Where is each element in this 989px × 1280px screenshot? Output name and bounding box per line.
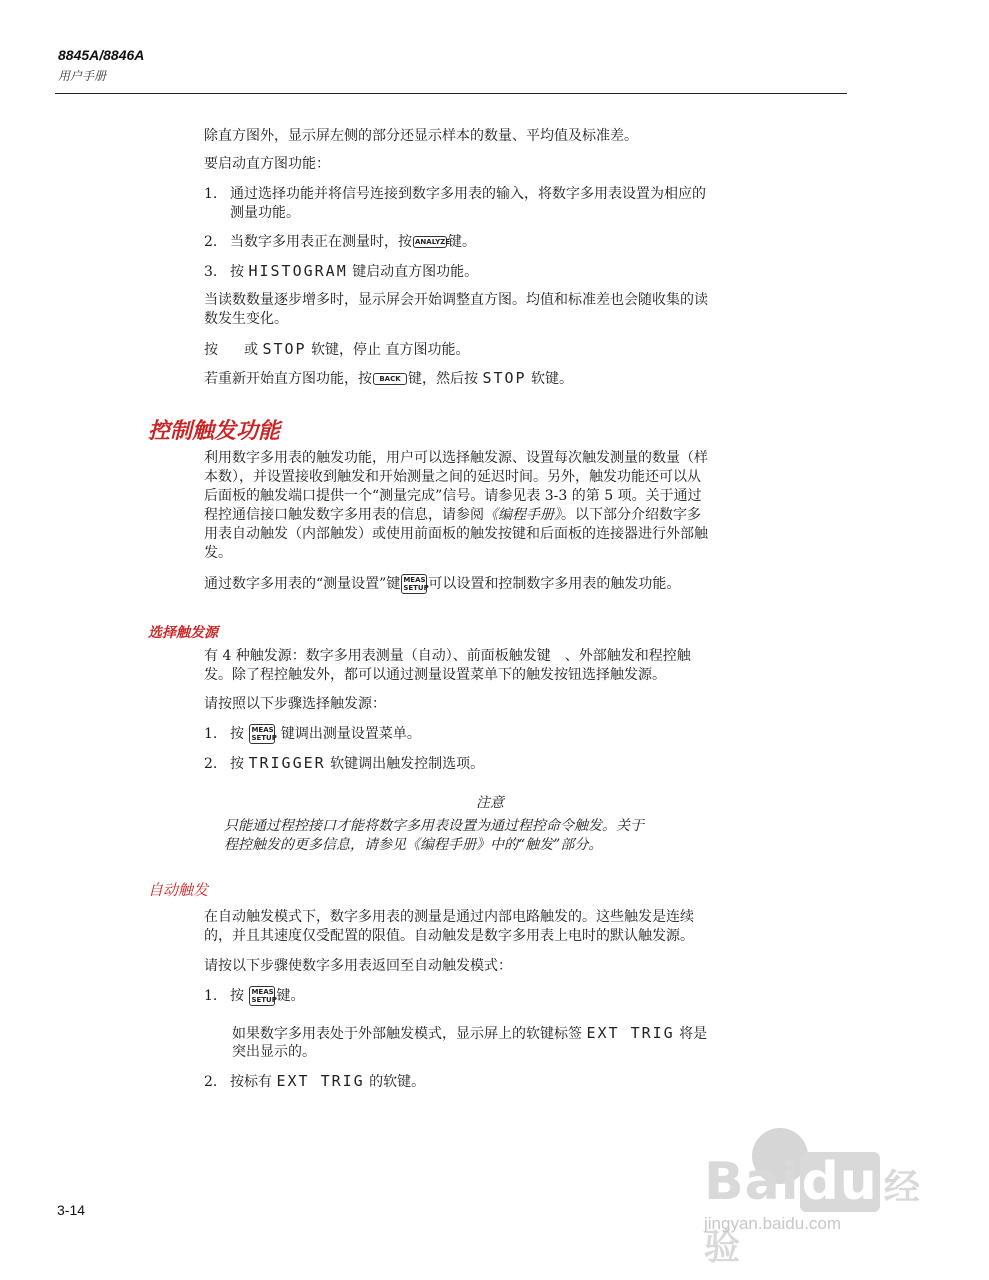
step-text: 按 bbox=[230, 726, 244, 742]
paragraph: 请按照以下步骤选择触发源： bbox=[204, 696, 386, 712]
step-number: 3. bbox=[204, 264, 218, 280]
step-number: 2. bbox=[204, 1074, 218, 1090]
meas-setup-key-icon bbox=[249, 986, 275, 1006]
key-label: SETUP bbox=[403, 584, 429, 592]
list-item bbox=[204, 185, 706, 204]
trigger-softkey-label: TRIGGER bbox=[248, 754, 326, 772]
paragraph: 突出显示的。 bbox=[232, 1044, 316, 1060]
step-text: 键启动直方图功能。 bbox=[352, 264, 479, 280]
paragraph: 的，并且其速度仅受配置的限值。自动触发是数字多用表上电时的默认触发源。 bbox=[204, 928, 694, 944]
step-text: 按标有 bbox=[230, 1074, 272, 1090]
back-key-icon: BACK bbox=[373, 373, 407, 385]
step-number: 1. bbox=[204, 988, 218, 1004]
step-text: 软键调出触发控制选项。 bbox=[330, 756, 485, 772]
paragraph: 发。除了程控触发外，都可以通过测量设置菜单下的触发按钮选择触发源。 bbox=[204, 667, 666, 683]
step-text: 键调出测量设置菜单。 bbox=[280, 726, 421, 742]
step-text: 按 bbox=[230, 988, 244, 1004]
key-label: MEAS bbox=[251, 988, 274, 996]
paragraph: 数发生变化。 bbox=[204, 311, 288, 327]
text: 。以下部分介绍数字多 bbox=[561, 507, 701, 523]
step-text: 键。 bbox=[276, 988, 305, 1004]
step-text: 的软键。 bbox=[369, 1074, 426, 1090]
analyze-key-icon: ANALYZE bbox=[415, 238, 450, 246]
text: 按 bbox=[204, 342, 218, 358]
list-item bbox=[204, 986, 304, 1006]
logo-text: Bai bbox=[704, 1152, 800, 1212]
paragraph bbox=[232, 1024, 707, 1044]
paragraph: 发。 bbox=[204, 545, 232, 561]
step-text: 键。 bbox=[448, 234, 476, 250]
paragraph bbox=[204, 506, 701, 525]
paragraph: 有 4 种触发源：数字多用表测量（自动）、前面板触发键 、外部触发和程控触 bbox=[204, 648, 691, 664]
list-item bbox=[204, 262, 478, 282]
paragraph: 除直方图外，显示屏左侧的部分还显示样本的数量、平均值及标准差。 bbox=[204, 128, 638, 144]
paragraph bbox=[204, 369, 573, 389]
text: 软键。 bbox=[531, 371, 574, 387]
note-text: 只能通过程控接口才能将数字多用表设置为通过程控命令触发。关于 bbox=[224, 818, 644, 834]
text: 若重新开始直方图功能，按 bbox=[204, 371, 372, 387]
text: 如果数字多用表处于外部触发模式，显示屏上的软键标签 bbox=[232, 1026, 582, 1042]
header-divider bbox=[55, 93, 847, 94]
step-text: 按 bbox=[230, 756, 244, 772]
text: 通过数字多用表的“测量设置”键 bbox=[204, 576, 401, 592]
step-text: 当数字多用表正在测量时，按 bbox=[230, 234, 412, 250]
list-item bbox=[204, 724, 421, 744]
logo-text: du bbox=[801, 1152, 878, 1212]
stop-softkey-label: STOP bbox=[482, 369, 527, 387]
text: 将是 bbox=[679, 1026, 708, 1042]
page-number: 3-14 bbox=[57, 1202, 86, 1218]
note-text: 程控触发的更多信息，请参见《编程手册》中的“触发”部分。 bbox=[224, 837, 603, 853]
paragraph: 当读数数量逐步增多时，显示屏会开始调整直方图。均值和标准差也会随收集的读 bbox=[204, 292, 708, 308]
key-label: MEAS bbox=[403, 576, 426, 584]
text: 键，然后按 bbox=[408, 371, 478, 387]
subsection-heading: 选择触发源 bbox=[148, 625, 218, 641]
watermark-logo bbox=[704, 1152, 940, 1272]
list-item bbox=[204, 233, 476, 252]
stop-softkey-label: STOP bbox=[262, 340, 307, 358]
key-label: SETUP bbox=[251, 996, 277, 1004]
step-text: 通过选择功能并将信号连接到数字多用表的输入，将数字多用表设置为相应的 bbox=[230, 186, 706, 202]
watermark-url: jingyan.baidu.com bbox=[704, 1214, 842, 1233]
text: 软键，停止 直方图功能。 bbox=[311, 342, 470, 358]
paragraph: 利用数字多用表的触发功能，用户可以选择触发源、设置每次触发测量的数量（样 bbox=[204, 450, 708, 466]
paragraph: 后面板的触发端口提供一个“测量完成”信号。请参见表 3-3 的第 5 项。关于通过 bbox=[204, 488, 702, 504]
note-title: 注意 bbox=[476, 795, 504, 811]
meas-setup-key-icon bbox=[249, 724, 275, 744]
ext-trig-softkey-label: EXT TRIG bbox=[276, 1072, 365, 1090]
paragraph: 本数），并设置接收到触发和开始测量之间的延迟时间。另外，触发功能还可以从 bbox=[204, 469, 701, 485]
text: 可以设置和控制数字多用表的触发功能。 bbox=[428, 576, 681, 592]
logo-text: 经验 bbox=[704, 1167, 921, 1268]
text: 或 bbox=[244, 342, 258, 358]
paragraph: 要启动直方图功能： bbox=[204, 156, 330, 172]
step-text-continued: 测量功能。 bbox=[230, 205, 300, 221]
list-item bbox=[204, 754, 484, 774]
paragraph: 请按以下步骤使数字多用表返回至自动触发模式： bbox=[204, 958, 512, 974]
key-label: MEAS bbox=[251, 726, 274, 734]
key-label: SETUP bbox=[251, 734, 277, 742]
manual-model: 8845A/8846A bbox=[58, 47, 145, 63]
paragraph: 用表自动触发（内部触发）或使用前面板的触发按键和后面板的连接器进行外部触 bbox=[204, 526, 708, 542]
paragraph bbox=[204, 340, 469, 360]
paragraph: 在自动触发模式下，数字多用表的测量是通过内部电路触发的。这些触发是连续 bbox=[204, 909, 694, 925]
step-number: 1. bbox=[204, 726, 218, 742]
list-item bbox=[204, 1072, 425, 1092]
histogram-softkey-label: HISTOGRAM bbox=[248, 262, 348, 280]
paragraph bbox=[204, 574, 680, 594]
manual-reference: 《编程手册》 bbox=[484, 507, 561, 523]
meas-setup-key-icon bbox=[401, 574, 427, 594]
section-heading: 控制触发功能 bbox=[148, 419, 281, 444]
subsection-heading: 自动触发 bbox=[148, 881, 209, 899]
step-number: 2. bbox=[204, 756, 218, 772]
ext-trig-softkey-label: EXT TRIG bbox=[586, 1024, 675, 1042]
step-text: 按 bbox=[230, 264, 244, 280]
baidu-watermark bbox=[700, 1128, 940, 1268]
step-number: 1. bbox=[204, 186, 218, 202]
text: 程控通信接口触发数字多用表的信息，请参阅 bbox=[204, 507, 484, 523]
step-number: 2. bbox=[204, 234, 218, 250]
manual-subtitle: 用户手册 bbox=[58, 69, 107, 83]
